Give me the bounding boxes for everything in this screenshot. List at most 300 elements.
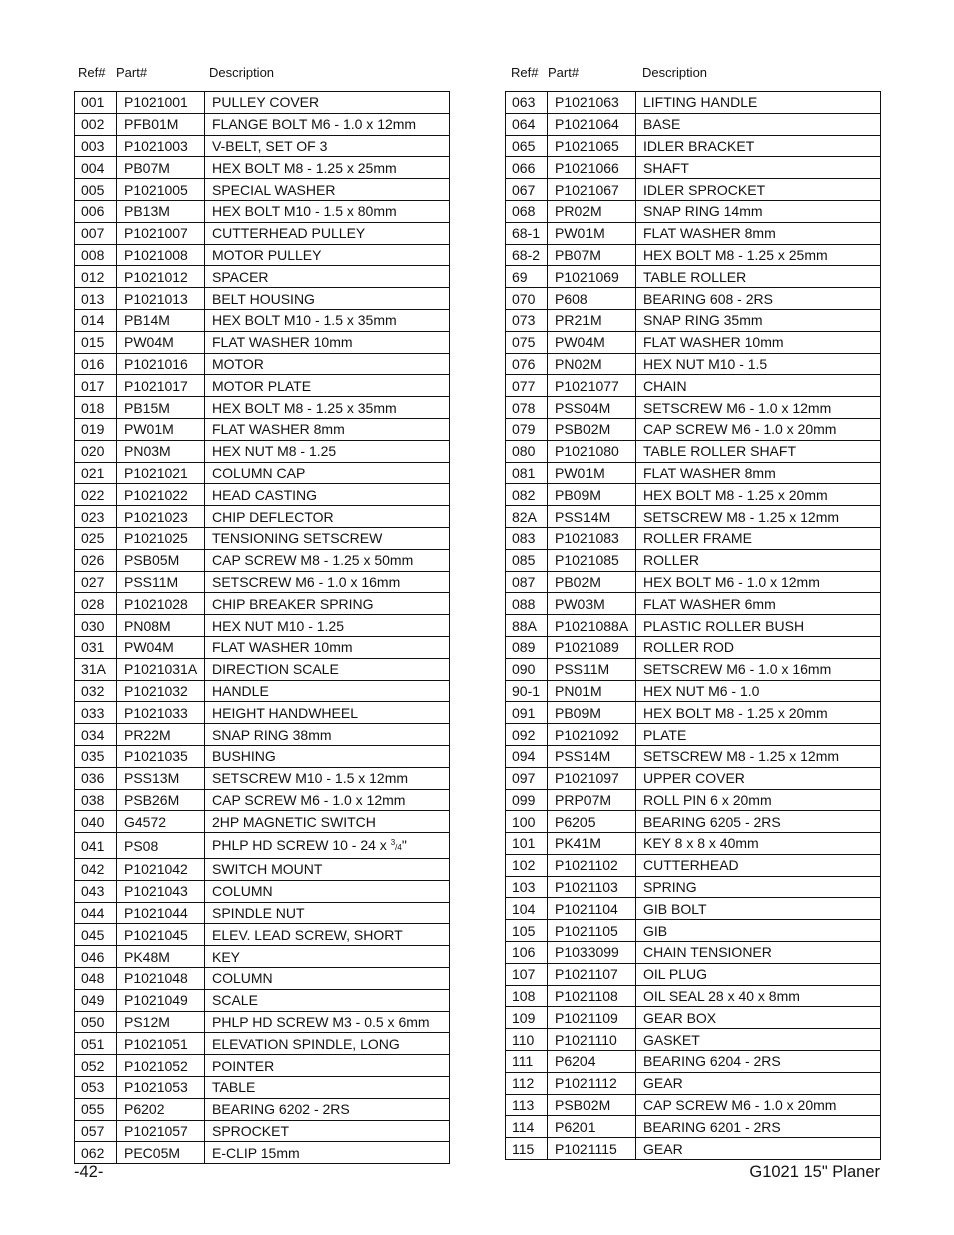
- description-cell: MOTOR PULLEY: [205, 244, 450, 266]
- description-cell: MOTOR: [205, 353, 450, 375]
- ref-cell: 045: [75, 924, 117, 946]
- part-number-cell: P1021104: [548, 898, 636, 920]
- description-cell: SETSCREW M10 - 1.5 x 12mm: [205, 767, 450, 789]
- table-row: [506, 113, 881, 135]
- part-number-cell: PW04M: [548, 331, 636, 353]
- table-row: [506, 876, 881, 898]
- part-number-cell: PB09M: [548, 702, 636, 724]
- ref-cell: 079: [506, 418, 548, 440]
- table-row: [75, 680, 450, 702]
- description-cell: BUSHING: [205, 745, 450, 767]
- part-number-cell: P1021007: [117, 222, 205, 244]
- description-cell: HEX BOLT M8 - 1.25 x 25mm: [205, 157, 450, 179]
- ref-cell: 82A: [506, 506, 548, 528]
- part-number-cell: P608: [548, 288, 636, 310]
- description-cell: ELEVATION SPINDLE, LONG: [205, 1033, 450, 1055]
- table-row: [75, 92, 450, 114]
- description-cell: FLAT WASHER 8mm: [636, 222, 881, 244]
- part-number-cell: PB15M: [117, 397, 205, 419]
- table-row: [75, 506, 450, 528]
- part-number-cell: P6204: [548, 1051, 636, 1073]
- table-row: [506, 615, 881, 637]
- part-number-cell: P1021108: [548, 985, 636, 1007]
- table-row: [75, 745, 450, 767]
- ref-cell: 044: [75, 902, 117, 924]
- part-number-cell: P6202: [117, 1098, 205, 1120]
- description-cell: TABLE ROLLER: [636, 266, 881, 288]
- ref-cell: 107: [506, 963, 548, 985]
- description-cell: POINTER: [205, 1055, 450, 1077]
- ref-cell: 108: [506, 985, 548, 1007]
- part-number-cell: PSB02M: [548, 1094, 636, 1116]
- table-row: [75, 880, 450, 902]
- table-row: [506, 309, 881, 331]
- part-number-cell: P1021089: [548, 636, 636, 658]
- ref-cell: 68-1: [506, 222, 548, 244]
- part-number-cell: P1021063: [548, 92, 636, 114]
- part-number-cell: P1021077: [548, 375, 636, 397]
- table-row: [75, 636, 450, 658]
- description-cell: COLUMN: [205, 880, 450, 902]
- part-number-cell: PB13M: [117, 200, 205, 222]
- part-number-cell: PW01M: [548, 462, 636, 484]
- description-cell: HANDLE: [205, 680, 450, 702]
- table-row: [75, 1033, 450, 1055]
- description-cell: PULLEY COVER: [205, 92, 450, 114]
- part-number-cell: PFB01M: [117, 113, 205, 135]
- ref-cell: 111: [506, 1051, 548, 1073]
- ref-cell: 055: [75, 1098, 117, 1120]
- part-number-cell: P6201: [548, 1116, 636, 1138]
- ref-cell: 080: [506, 440, 548, 462]
- table-row: [506, 157, 881, 179]
- description-cell: CHIP DEFLECTOR: [205, 506, 450, 528]
- table-row: [75, 1055, 450, 1077]
- table-row: [75, 418, 450, 440]
- ref-header: Ref#: [511, 65, 539, 80]
- table-row: [506, 1072, 881, 1094]
- ref-cell: 066: [506, 157, 548, 179]
- ref-cell: 110: [506, 1029, 548, 1051]
- part-number-cell: PSS14M: [548, 506, 636, 528]
- ref-cell: 075: [506, 331, 548, 353]
- table-row: [75, 309, 450, 331]
- ref-cell: 018: [75, 397, 117, 419]
- part-number-cell: P1021052: [117, 1055, 205, 1077]
- table-row: [506, 397, 881, 419]
- ref-cell: 065: [506, 135, 548, 157]
- description-cell: SPROCKET: [205, 1120, 450, 1142]
- ref-cell: 077: [506, 375, 548, 397]
- description-cell: FLAT WASHER 10mm: [205, 636, 450, 658]
- table-row: [506, 636, 881, 658]
- ref-cell: 063: [506, 92, 548, 114]
- ref-cell: 013: [75, 288, 117, 310]
- description-cell: SPACER: [205, 266, 450, 288]
- table-row: [506, 353, 881, 375]
- ref-cell: 015: [75, 331, 117, 353]
- description-cell: SETSCREW M8 - 1.25 x 12mm: [636, 506, 881, 528]
- ref-cell: 004: [75, 157, 117, 179]
- table-row: [506, 898, 881, 920]
- part-number-cell: P1021102: [548, 854, 636, 876]
- table-row: [506, 179, 881, 201]
- description-cell: GEAR: [636, 1138, 881, 1160]
- part-number-cell: P1021022: [117, 484, 205, 506]
- table-row: [506, 549, 881, 571]
- ref-cell: 041: [75, 833, 117, 859]
- table-row: [506, 506, 881, 528]
- table-row: [506, 680, 881, 702]
- part-number-cell: P1021053: [117, 1077, 205, 1099]
- ref-cell: 003: [75, 135, 117, 157]
- ref-cell: 076: [506, 353, 548, 375]
- ref-cell: 017: [75, 375, 117, 397]
- table-row: [506, 789, 881, 811]
- description-cell: PHLP HD SCREW M3 - 0.5 x 6mm: [205, 1011, 450, 1033]
- table-row: [75, 244, 450, 266]
- table-row: [506, 658, 881, 680]
- ref-cell: 103: [506, 876, 548, 898]
- table-row: [75, 946, 450, 968]
- table-row: [506, 963, 881, 985]
- description-cell: CAP SCREW M6 - 1.0 x 20mm: [636, 418, 881, 440]
- table-row: [506, 440, 881, 462]
- ref-cell: 112: [506, 1072, 548, 1094]
- part-number-cell: PW01M: [548, 222, 636, 244]
- description-cell: PLASTIC ROLLER BUSH: [636, 615, 881, 637]
- table-row: [506, 724, 881, 746]
- part-number-cell: PB09M: [548, 484, 636, 506]
- ref-cell: 022: [75, 484, 117, 506]
- part-number-cell: PW01M: [117, 418, 205, 440]
- table-row: [506, 767, 881, 789]
- ref-cell: 051: [75, 1033, 117, 1055]
- table-row: [506, 244, 881, 266]
- description-cell: CHAIN TENSIONER: [636, 942, 881, 964]
- part-number-cell: P1021066: [548, 157, 636, 179]
- table-row: [75, 902, 450, 924]
- description-cell: BELT HOUSING: [205, 288, 450, 310]
- part-number-cell: P1021021: [117, 462, 205, 484]
- table-row: [75, 157, 450, 179]
- table-row: [506, 375, 881, 397]
- ref-cell: 097: [506, 767, 548, 789]
- ref-cell: 032: [75, 680, 117, 702]
- table-row: [506, 266, 881, 288]
- description-cell: CAP SCREW M6 - 1.0 x 20mm: [636, 1094, 881, 1116]
- description-cell: GASKET: [636, 1029, 881, 1051]
- part-number-cell: P1021065: [548, 135, 636, 157]
- part-number-cell: PR22M: [117, 724, 205, 746]
- part-number-cell: PB14M: [117, 309, 205, 331]
- part-number-cell: P1021033: [117, 702, 205, 724]
- table-row: [75, 615, 450, 637]
- table-row: [506, 1029, 881, 1051]
- part-number-cell: P1021049: [117, 989, 205, 1011]
- ref-cell: 69: [506, 266, 548, 288]
- table-row: [75, 288, 450, 310]
- table-row: [75, 527, 450, 549]
- table-row: [75, 859, 450, 881]
- table-row: [506, 1094, 881, 1116]
- ref-cell: 073: [506, 309, 548, 331]
- part-number-cell: P1021064: [548, 113, 636, 135]
- ref-cell: 114: [506, 1116, 548, 1138]
- part-number-cell: PR21M: [548, 309, 636, 331]
- description-cell: IDLER BRACKET: [636, 135, 881, 157]
- part-number-cell: P1021112: [548, 1072, 636, 1094]
- ref-cell: 115: [506, 1138, 548, 1160]
- part-number-cell: PSB02M: [548, 418, 636, 440]
- ref-cell: 082: [506, 484, 548, 506]
- description-cell: CAP SCREW M6 - 1.0 x 12mm: [205, 789, 450, 811]
- ref-cell: 088: [506, 593, 548, 615]
- description-cell: DIRECTION SCALE: [205, 658, 450, 680]
- part-number-cell: P1021115: [548, 1138, 636, 1160]
- description-cell: LIFTING HANDLE: [636, 92, 881, 114]
- table-row: [75, 1011, 450, 1033]
- part-number-cell: P1021057: [117, 1120, 205, 1142]
- ref-cell: 88A: [506, 615, 548, 637]
- table-row: [506, 200, 881, 222]
- part-number-cell: P1021042: [117, 859, 205, 881]
- part-number-cell: P1033099: [548, 942, 636, 964]
- description-cell: HEX BOLT M10 - 1.5 x 35mm: [205, 309, 450, 331]
- part-number-cell: G4572: [117, 811, 205, 833]
- description-cell: TENSIONING SETSCREW: [205, 527, 450, 549]
- part-number-cell: P1021069: [548, 266, 636, 288]
- description-cell: OIL SEAL 28 x 40 x 8mm: [636, 985, 881, 1007]
- description-cell: CHIP BREAKER SPRING: [205, 593, 450, 615]
- table-row: [75, 593, 450, 615]
- table-row: [506, 854, 881, 876]
- ref-cell: 106: [506, 942, 548, 964]
- ref-cell: 002: [75, 113, 117, 135]
- description-cell: FLAT WASHER 6mm: [636, 593, 881, 615]
- description-cell: 2HP MAGNETIC SWITCH: [205, 811, 450, 833]
- ref-cell: 038: [75, 789, 117, 811]
- part-number-cell: PN08M: [117, 615, 205, 637]
- part-number-cell: PEC05M: [117, 1142, 205, 1164]
- part-number-cell: P1021016: [117, 353, 205, 375]
- description-cell: GIB BOLT: [636, 898, 881, 920]
- part-number-cell: P1021023: [117, 506, 205, 528]
- part-number-cell: P1021105: [548, 920, 636, 942]
- ref-cell: 035: [75, 745, 117, 767]
- table-row: [75, 968, 450, 990]
- description-cell: SNAP RING 38mm: [205, 724, 450, 746]
- part-number-cell: PW03M: [548, 593, 636, 615]
- part-number-cell: P1021045: [117, 924, 205, 946]
- description-cell: FLAT WASHER 8mm: [636, 462, 881, 484]
- document-title: G1021 15" Planer: [749, 1163, 880, 1181]
- ref-cell: 019: [75, 418, 117, 440]
- part-number-cell: P1021103: [548, 876, 636, 898]
- part-number-cell: PS08: [117, 833, 205, 859]
- ref-cell: 014: [75, 309, 117, 331]
- part-number-cell: P1021048: [117, 968, 205, 990]
- ref-cell: 083: [506, 527, 548, 549]
- description-cell: SPRING: [636, 876, 881, 898]
- description-cell: HEAD CASTING: [205, 484, 450, 506]
- part-number-cell: P1021110: [548, 1029, 636, 1051]
- table-row: [75, 989, 450, 1011]
- ref-cell: 089: [506, 636, 548, 658]
- table-row: [75, 179, 450, 201]
- ref-cell: 094: [506, 745, 548, 767]
- ref-cell: 068: [506, 200, 548, 222]
- table-row: [75, 811, 450, 833]
- ref-cell: 081: [506, 462, 548, 484]
- left-parts-table: [74, 91, 450, 1164]
- description-cell: GEAR BOX: [636, 1007, 881, 1029]
- description-cell: HEIGHT HANDWHEEL: [205, 702, 450, 724]
- part-number-cell: PW04M: [117, 331, 205, 353]
- table-row: [75, 353, 450, 375]
- part-number-cell: PSB26M: [117, 789, 205, 811]
- part-number-cell: PSB05M: [117, 549, 205, 571]
- part-header: Part#: [116, 65, 148, 80]
- part-number-cell: P1021083: [548, 527, 636, 549]
- description-header: Description: [642, 65, 708, 80]
- ref-cell: 048: [75, 968, 117, 990]
- ref-cell: 104: [506, 898, 548, 920]
- description-cell: BASE: [636, 113, 881, 135]
- description-cell: SNAP RING 35mm: [636, 309, 881, 331]
- part-number-cell: PR02M: [548, 200, 636, 222]
- table-row: [75, 266, 450, 288]
- fraction-numerator: 3: [390, 838, 396, 848]
- ref-cell: 031: [75, 636, 117, 658]
- table-row: [506, 222, 881, 244]
- part-number-cell: PS12M: [117, 1011, 205, 1033]
- ref-cell: 021: [75, 462, 117, 484]
- table-row: [75, 222, 450, 244]
- ref-cell: 085: [506, 549, 548, 571]
- table-row: [506, 833, 881, 855]
- part-number-cell: PSS13M: [117, 767, 205, 789]
- table-row: [75, 375, 450, 397]
- description-cell: HEX NUT M10 - 1.25: [205, 615, 450, 637]
- part-number-cell: PK48M: [117, 946, 205, 968]
- part-number-cell: P1021092: [548, 724, 636, 746]
- table-row: [75, 1120, 450, 1142]
- part-number-cell: PW04M: [117, 636, 205, 658]
- description-cell: ROLLER: [636, 549, 881, 571]
- table-row: [506, 418, 881, 440]
- ref-cell: 034: [75, 724, 117, 746]
- description-cell: FLAT WASHER 10mm: [205, 331, 450, 353]
- part-number-cell: P1021085: [548, 549, 636, 571]
- description-cell: FLANGE BOLT M6 - 1.0 x 12mm: [205, 113, 450, 135]
- ref-cell: 099: [506, 789, 548, 811]
- description-cell: ELEV. LEAD SCREW, SHORT: [205, 924, 450, 946]
- table-row: [506, 135, 881, 157]
- table-row: [506, 1007, 881, 1029]
- ref-cell: 008: [75, 244, 117, 266]
- part-number-cell: P1021005: [117, 179, 205, 201]
- description-cell: E-CLIP 15mm: [205, 1142, 450, 1164]
- part-number-cell: P1021051: [117, 1033, 205, 1055]
- part-number-cell: PK41M: [548, 833, 636, 855]
- part-number-cell: P1021097: [548, 767, 636, 789]
- table-row: [506, 985, 881, 1007]
- ref-cell: 023: [75, 506, 117, 528]
- description-cell: PHLP HD SCREW 10 - 24 x $^3$/4": [205, 833, 450, 859]
- part-number-cell: P1021035: [117, 745, 205, 767]
- part-number-cell: P1021025: [117, 527, 205, 549]
- description-cell: COLUMN CAP: [205, 462, 450, 484]
- description-cell: ROLLER FRAME: [636, 527, 881, 549]
- description-cell: SETSCREW M6 - 1.0 x 16mm: [205, 571, 450, 593]
- table-row: [75, 484, 450, 506]
- part-number-cell: P1021107: [548, 963, 636, 985]
- table-row: [75, 789, 450, 811]
- ref-cell: 102: [506, 854, 548, 876]
- part-number-cell: PSS11M: [548, 658, 636, 680]
- description-cell: SETSCREW M6 - 1.0 x 12mm: [636, 397, 881, 419]
- part-number-cell: PSS14M: [548, 745, 636, 767]
- description-cell: BEARING 608 - 2RS: [636, 288, 881, 310]
- part-number-cell: P1021028: [117, 593, 205, 615]
- ref-cell: 001: [75, 92, 117, 114]
- description-cell: CAP SCREW M8 - 1.25 x 50mm: [205, 549, 450, 571]
- ref-cell: 68-2: [506, 244, 548, 266]
- ref-cell: 109: [506, 1007, 548, 1029]
- description-cell: IDLER SPROCKET: [636, 179, 881, 201]
- part-number-cell: PB07M: [117, 157, 205, 179]
- ref-cell: 012: [75, 266, 117, 288]
- part-number-cell: P1021001: [117, 92, 205, 114]
- table-row: [75, 924, 450, 946]
- part-number-cell: PB02M: [548, 571, 636, 593]
- table-row: [506, 571, 881, 593]
- description-cell: HEX NUT M10 - 1.5: [636, 353, 881, 375]
- part-number-cell: PN02M: [548, 353, 636, 375]
- ref-cell: 067: [506, 179, 548, 201]
- table-row: [506, 1051, 881, 1073]
- ref-cell: 052: [75, 1055, 117, 1077]
- ref-cell: 049: [75, 989, 117, 1011]
- ref-cell: 042: [75, 859, 117, 881]
- table-row: [75, 658, 450, 680]
- ref-cell: 028: [75, 593, 117, 615]
- table-row: [75, 549, 450, 571]
- ref-cell: 087: [506, 571, 548, 593]
- description-cell: TABLE: [205, 1077, 450, 1099]
- part-number-cell: P1021008: [117, 244, 205, 266]
- table-row: [75, 833, 450, 859]
- ref-cell: 105: [506, 920, 548, 942]
- ref-cell: 005: [75, 179, 117, 201]
- ref-cell: 050: [75, 1011, 117, 1033]
- ref-cell: 043: [75, 880, 117, 902]
- table-row: [506, 288, 881, 310]
- ref-cell: 030: [75, 615, 117, 637]
- ref-cell: 036: [75, 767, 117, 789]
- part-number-cell: P1021017: [117, 375, 205, 397]
- part-number-cell: P1021032: [117, 680, 205, 702]
- part-number-cell: P1021043: [117, 880, 205, 902]
- ref-cell: 006: [75, 200, 117, 222]
- table-row: [75, 1077, 450, 1099]
- ref-cell: 053: [75, 1077, 117, 1099]
- part-number-cell: P1021080: [548, 440, 636, 462]
- part-number-cell: P1021013: [117, 288, 205, 310]
- part-number-cell: P1021109: [548, 1007, 636, 1029]
- description-cell: HEX BOLT M6 - 1.0 x 12mm: [636, 571, 881, 593]
